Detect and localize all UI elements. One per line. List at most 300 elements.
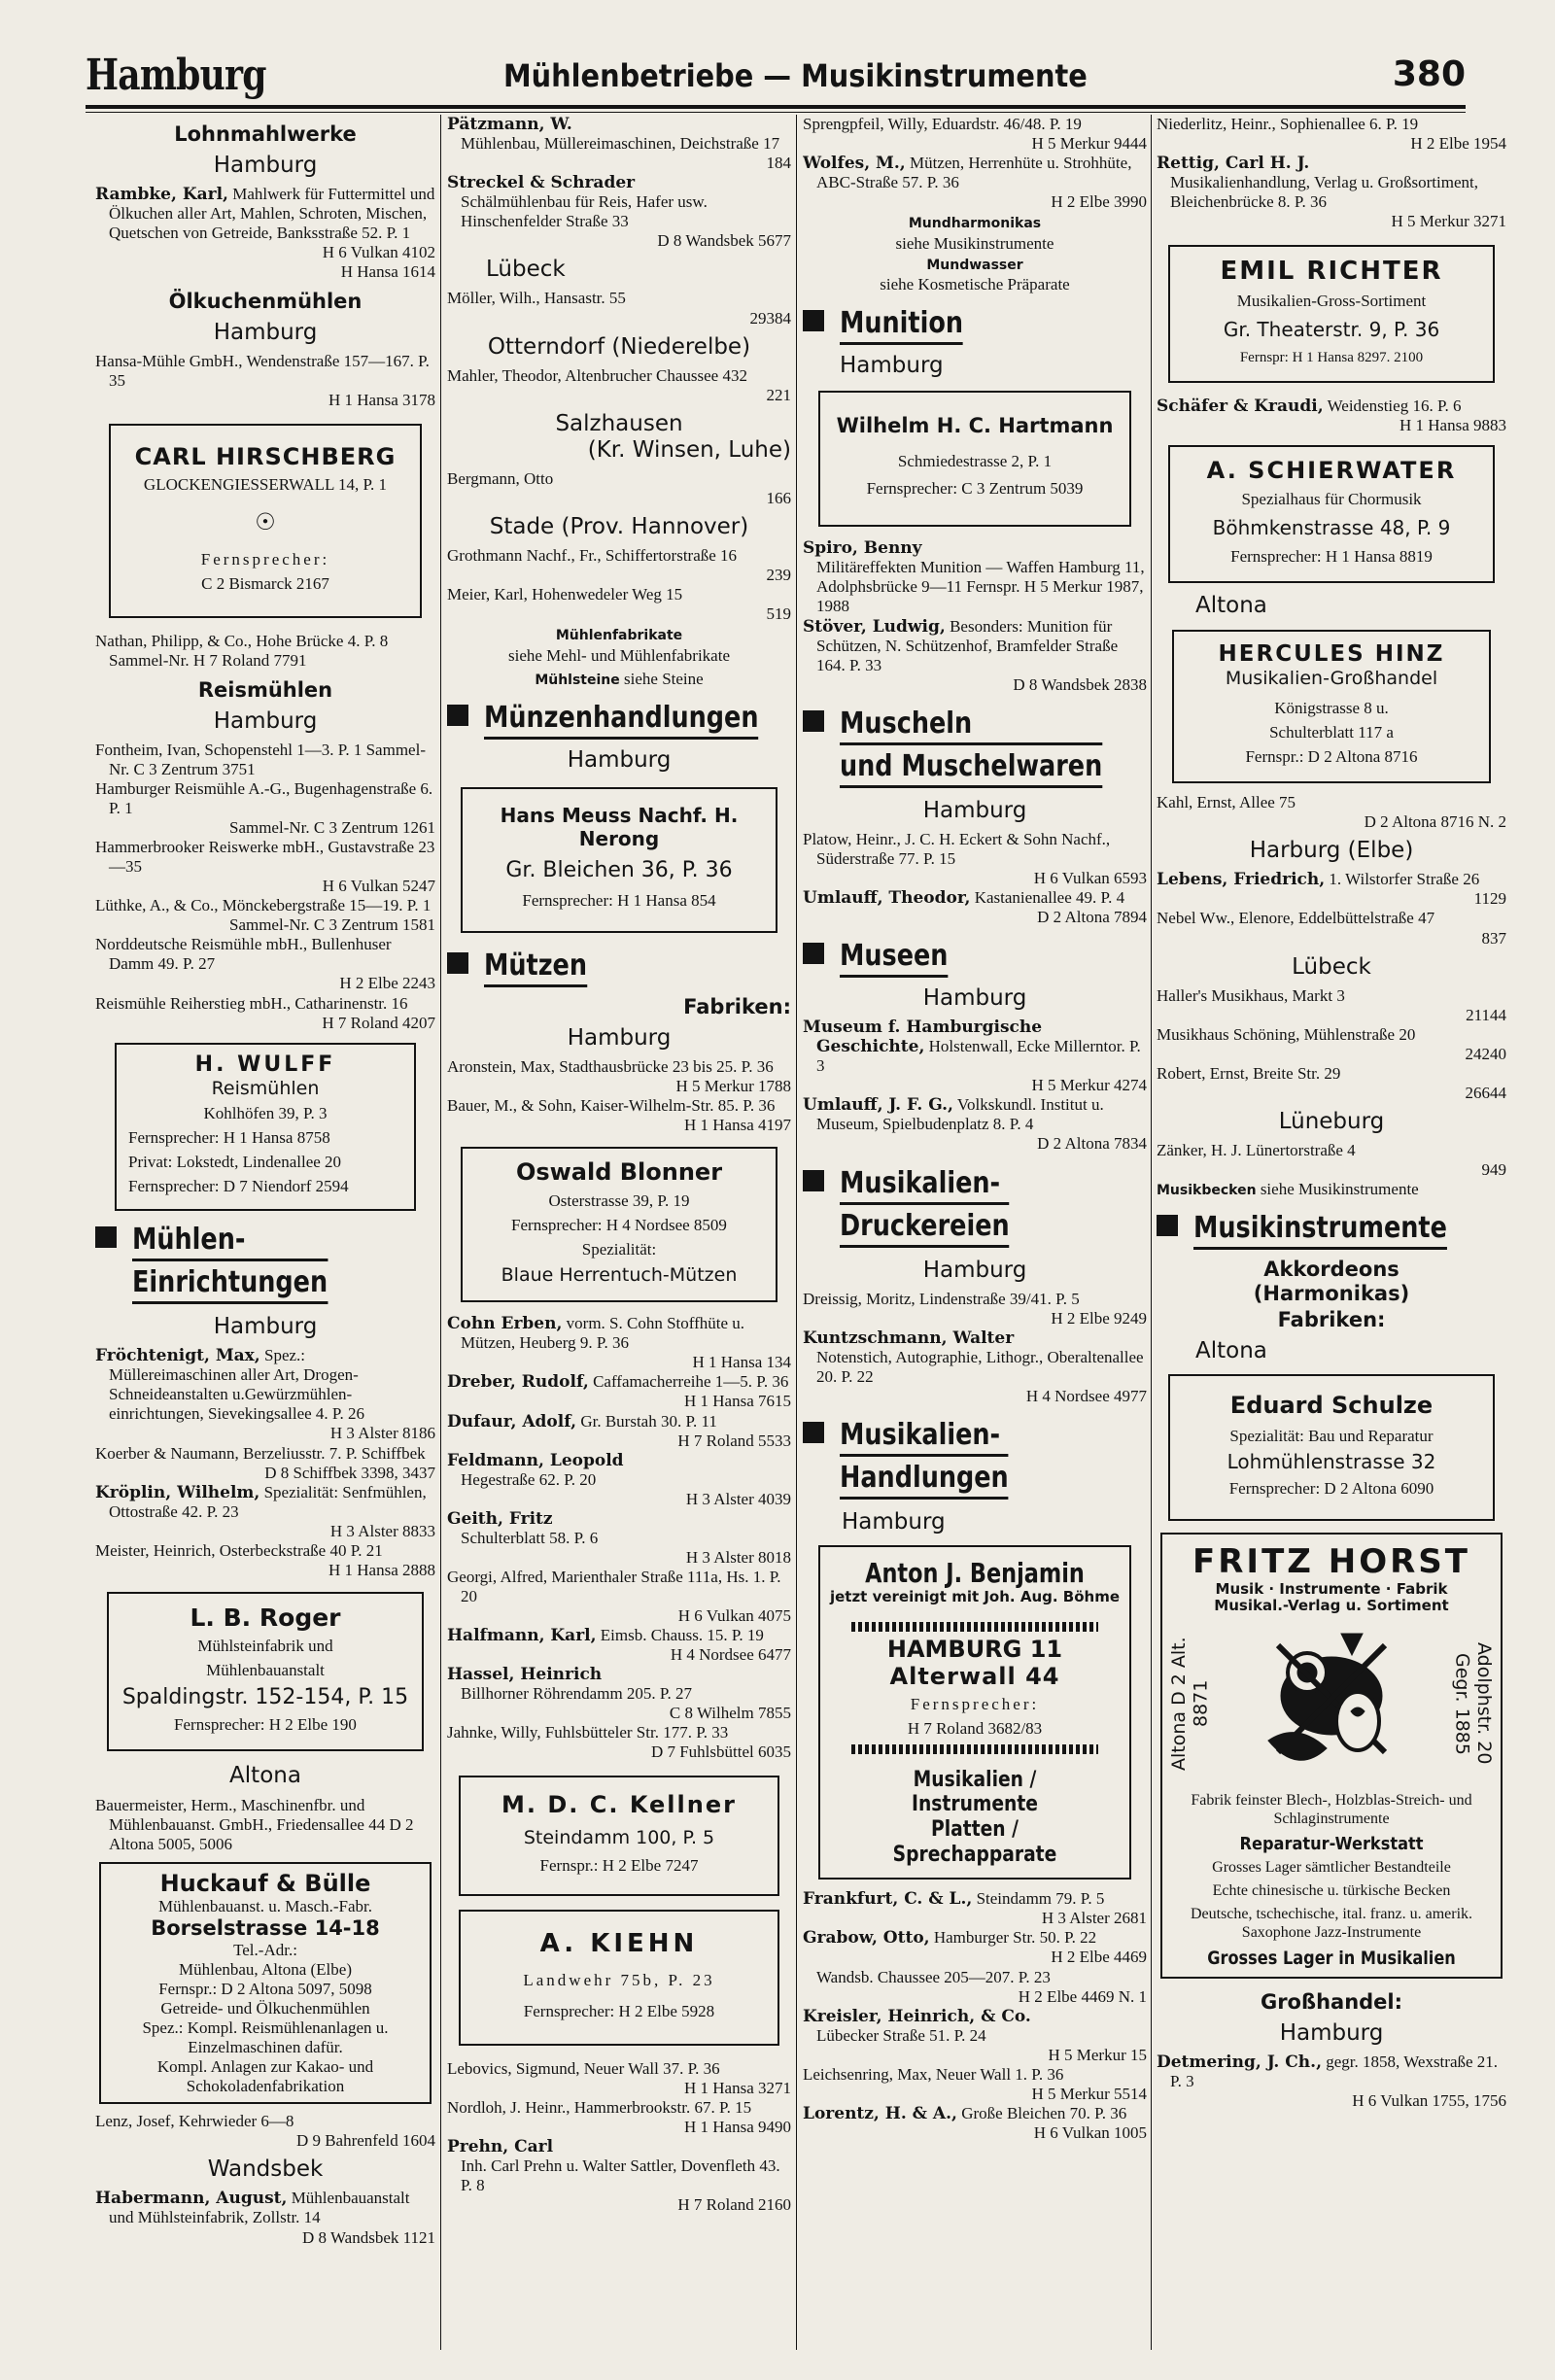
listing-entry [447,546,791,585]
entry-text: Möller, Wilh., Hansastr. 55 [447,289,626,308]
column-divider [440,115,441,2350]
listing-entry [447,469,791,508]
listing-entry [95,1483,435,1541]
listing-entry [447,1412,791,1451]
listing-entry [95,185,435,282]
city-heading: Harburg (Elbe) [1249,838,1414,864]
listing-entry [803,2065,1147,2104]
ad-phone: Fernspr.: D 2 Altona 8716 [1245,747,1418,767]
city-heading: Lübeck [1292,953,1371,980]
entry-name: Wolfes, M., [803,154,906,174]
entry-name: Grabow, Otto, [803,1928,930,1949]
entry-phone: H 6 Vulkan 1005 [1033,2122,1147,2142]
listing-entry [447,2137,791,2215]
ad-private: Privat: Lokstedt, Lindenallee 20 [128,1153,342,1172]
listing-entry [95,741,435,779]
subheading-grosshandel: Großhandel: [1260,1990,1403,2015]
ad-subtitle: Musik · Instrumente · Fabrik [1215,1579,1448,1598]
listing-entry [95,994,435,1033]
see-entry [1157,1180,1506,1199]
see-reference: siehe Musikinstrumente [1256,1180,1419,1199]
page-number: 380 [1392,54,1466,94]
city-heading: Hamburg [213,152,318,178]
city-heading: Hamburg [842,1508,946,1535]
ad-specialty: Spezialität: Bau und Reparatur [1229,1426,1434,1445]
entry-text: Weidenstieg 16. P. 6 [1323,397,1462,416]
entry-phone: 221 [766,385,791,404]
section-square-icon [803,943,824,964]
entry-phone: D 8 Schiffbek 3398, 3437 [264,1463,435,1482]
ad-name: Wilhelm H. C. Hartmann [836,414,1114,438]
entry-text: Mühlenbauanstalt und Mühlsteinfabrik, Zollstr. 14 [109,2189,410,2227]
ad-line: Mühlsteinfabrik und [197,1637,333,1656]
listing-entry [95,1796,435,1854]
ad-phone: Fernsprecher: H 2 Elbe 190 [174,1715,357,1735]
city-heading: Otterndorf (Niederelbe) [487,333,751,360]
section-title: Musikalien- [840,1164,1010,1205]
ad-line: Musikalien / Instrumente [912,1767,1038,1817]
ad-address: Königstrasse 8 u. [1274,699,1389,718]
section-square-icon [803,710,824,732]
entry-text: Mahler, Theodor, Altenbrucher Chaussee 432 [447,365,747,385]
listing-entry [447,1372,791,1411]
listing-entry [447,366,791,405]
column-divider [1151,115,1152,2350]
entry-text: Niederlitz, Heinr., Sophienallee 6. P. 19 [1157,115,1419,133]
entry-phone: H 3 Alster 4039 [685,1489,791,1508]
ad-line: Spez.: Kompl. Reismühlenanlagen u. Einzelmaschinen dafür. [142,2018,389,2057]
ad-address: Borselstrasse 14-18 [151,1916,380,1941]
ad-phone: H 7 Roland 3682/83 [907,1719,1043,1739]
section-title: Mützen [484,947,587,987]
ad-phone: Fernsprecher: H 1 Hansa 8758 [128,1128,330,1148]
section-museen [803,937,1147,978]
listing-entry [803,888,1147,927]
city-heading: Lübeck [486,257,566,283]
entry-phone: H 5 Merkur 4274 [1031,1076,1147,1095]
ad-address: Schulterblatt 117 a [1269,723,1394,742]
listing-entry [803,1328,1147,1406]
entry-name: Dreber, Rudolf, [447,1372,589,1393]
entry-phone: D 7 Fuhlsbüttel 6035 [650,1742,791,1762]
entry-name: Prehn, Carl [447,2137,554,2157]
listing-entry [1157,1064,1506,1103]
entry-text: Grothmann Nachf., Fr., Schiffertorstraße 16 [447,546,738,566]
entry-text: Lebovics, Sigmund, Neuer Wall 37. P. 36 [447,2058,720,2078]
entry-text: Schulterblatt 58. P. 6 [461,1528,599,1547]
ad-address: Steindamm 100, P. 5 [523,1826,715,1848]
ad-name: Hans Meuss Nachf. H. Nerong [500,804,739,850]
ad-address: Böhmkenstrasse 48, P. 9 [1212,515,1451,539]
listing-entry [803,1095,1147,1154]
ad-line: Kompl. Anlagen zur Kakao- und Schokoladenfabrikation [156,2057,374,2096]
ad-phone: Fernsprecher: H 1 Hansa 8819 [1230,547,1433,567]
ad-line: Tel.-Adr.: [233,1940,297,1959]
entry-phone: Sammel-Nr. C 3 Zentrum 1581 [228,915,435,935]
entry-phone: 239 [766,566,791,585]
ad-subtitle: Musikal.-Verlag u. Sortiment [1214,1597,1449,1615]
entry-phone: C 8 Wilhelm 7855 [669,1704,791,1723]
entry-text: Hamburger Str. 50. P. 22 [929,1928,1097,1948]
entry-phone: H 7 Roland 4207 [322,1013,435,1032]
entry-phone: H 4 Nordsee 4977 [1025,1386,1147,1405]
entry-phone: H 1 Hansa 2888 [328,1560,435,1579]
entry-phone: H 3 Alster 2681 [1041,1909,1147,1928]
entry-phone: 837 [1481,928,1506,948]
ad-name: A. SCHIERWATER [1206,457,1457,485]
ad-phone: Fernsprecher: H 2 Elbe 5928 [523,2001,715,2020]
entry-phone: D 2 Altona 8716 N. 2 [1364,812,1506,832]
see-reference: siehe Mehl- und Mühlenfabrikate [507,645,730,665]
entry-text: Meister, Heinrich, Osterbeckstraße 40 P. 21 [95,1540,383,1560]
ad-line: Platten / Sprechapparate [892,1817,1057,1868]
entry-phone: H 1 Hansa 3178 [328,391,435,410]
entry-text: Militäreffekten Munition — Waffen Hamburg 11, Adolphsbrücke 9—11 Fernspr. H 5 Merkur 1987, 1988 [816,558,1145,616]
entry-name: Streckel & Schrader [447,173,636,193]
section-title: Mühlen- [132,1221,328,1261]
entry-name: Detmering, J. Ch., [1157,2052,1322,2072]
city-heading: Hamburg [922,985,1027,1012]
ad-name: Oswald Blonner [515,1158,723,1187]
ad-line: Grosses Lager sämtlicher Bestandteile [1212,1859,1451,1877]
ad-line: Mühlenbauanstalt [206,1661,325,1680]
entry-text: Spezialität: Senfmühlen, Ottostraße 42. P. 23 [109,1482,427,1521]
entry-phone: H 5 Merkur 1788 [675,1077,791,1096]
entry-name: Umlauff, J. F. G., [803,1095,953,1116]
entry-phone: D 8 Wandsbek 2838 [1013,674,1147,694]
ad-phone: Fernsprecher: D 2 Altona 6090 [1228,1478,1434,1498]
column-2 [447,115,791,2350]
subheading-fabriken: Fabriken: [683,995,791,1019]
listing-entry [95,779,435,838]
entry-text: Mahlwerk für Futtermittel und Ölkuchen aller Art, Mahlen, Schroten, Mischen, Quetschen von Getreide, Banksstraße 52. P. 1 [109,184,435,242]
ad-subtitle: Musikalien-Großhandel [1225,667,1438,689]
header-title: Mühlenbetriebe — Musikinstrumente [503,57,1088,94]
city-heading: Hamburg [922,1257,1027,1283]
section-title: und Muschelwaren [840,747,1102,788]
section-title: Druckereien [840,1207,1010,1248]
entry-name: Cohn Erben, [447,1314,563,1334]
entry-text: Musikhaus Schöning, Mühlenstraße 20 [1157,1024,1416,1044]
ad-address: Landwehr 75b, P. 23 [523,1970,715,1989]
listing-entry [95,935,435,993]
entry-text: Holstenwall, Ecke Millerntor. P. 3 [816,1037,1141,1076]
section-title: Musikalien- [840,1416,1009,1457]
entry-name: Halfmann, Karl, [447,1626,597,1646]
entry-text: Billhorner Röhrendamm 205. P. 27 [461,1684,692,1704]
entry-name: Frankfurt, C. & L., [803,1889,973,1910]
ad-eduard-schulze [1168,1374,1495,1521]
ad-address: GLOCKENGIESSERWALL 14, P. 1 [143,475,388,495]
ad-phone-label: Fernsprecher: [200,549,330,569]
entry-text: Platow, Heinr., J. C. H. Eckert & Sohn Nachf., Süderstraße 77. P. 15 [803,829,1111,868]
ad-phone: Fernsprecher: H 4 Nordsee 8509 [511,1215,727,1234]
entry-phone: H 4 Nordsee 6477 [670,1645,791,1665]
listing-entry [803,1290,1147,1328]
listing-entry [447,2098,791,2137]
section-square-icon [447,705,468,726]
listing-entry [1157,870,1506,909]
ad-name: HERCULES HINZ [1218,640,1445,667]
entry-name: Museum f. Hamburgische Geschichte, [803,1018,1043,1057]
section-munition [803,304,1147,345]
listing-entry [95,2112,435,2151]
decorative-border [851,1744,1098,1754]
header-rule [86,105,1466,109]
entry-text: Gr. Burstah 30. P. 11 [576,1411,717,1431]
entry-text: Mühlenbau, Müllereimaschinen, Deichstraße 17 [461,134,780,154]
entry-phone: H Hansa 1614 [340,262,435,282]
entry-name: Lebens, Friedrich, [1157,870,1326,890]
entry-text: Schälmühlenbau für Reis, Hafer usw. Hinschenfelder Straße 33 [461,192,708,231]
entry-name: Habermann, August, [95,2189,288,2209]
ad-emil-richter [1168,245,1495,383]
listing-entry [803,1018,1147,1095]
entry-name: Rambke, Karl, [95,184,228,204]
entry-phone: H 5 Merkur 5514 [1031,2084,1147,2103]
entry-text: Hamburger Reismühle A.-G., Bugenhagenstraße 6. P. 1 [95,779,433,818]
city-heading: Altona [1195,593,1267,619]
section-muetzen [447,947,791,987]
entry-text: Lüthke, A., & Co., Mönckebergstraße 15—19. P. 1 [95,896,432,915]
listing-entry [447,2059,791,2098]
entry-text: Zänker, H. J. Lünertorstraße 4 [1157,1141,1356,1160]
entry-text: gegr. 1858, Wexstraße 21. P. 3 [1170,2052,1499,2090]
see-reference: siehe Steine [619,669,704,688]
ad-oswald-blonner [461,1147,778,1302]
entry-text: Kahl, Ernst, Allee 75 [1157,793,1296,812]
entry-phone: H 1 Hansa 4197 [683,1116,791,1135]
entry-phone: 949 [1481,1160,1506,1180]
entry-phone: H 2 Elbe 2243 [339,974,435,993]
ad-subtitle: Reismühlen [211,1077,320,1099]
entry-phone: H 6 Vulkan 1755, 1756 [1352,2091,1506,2111]
city-heading: Hamburg [213,319,318,345]
circle-dot-icon: ☉ [255,509,276,535]
decorative-border [851,1622,1098,1632]
section-square-icon [803,1422,824,1443]
ad-line: Getreide- und Ölkuchenmühlen [160,1998,370,2018]
city-heading: Salzhausen [555,410,683,436]
entry-text: Sprengpfeil, Willy, Eduardstr. 46/48. P. 19 [803,115,1082,133]
entry-text: Nathan, Philipp, & Co., Hohe Brücke 4. P. 8 Sammel-Nr. H 7 Roland 7791 [95,631,389,670]
entry-phone: 26644 [1465,1083,1506,1102]
entry-text: Mützen, Herrenhüte u. Strohhüte, ABC-Straße 57. P. 36 [816,154,1132,192]
entry-name: Kreisler, Heinrich, & Co. [803,2006,1031,2026]
subheading-harmonikas: (Harmonikas) [1253,1282,1410,1306]
city-heading: Altona [229,1763,301,1789]
entry-phone: H 2 Elbe 9249 [1051,1308,1147,1328]
listing-entry [803,1889,1147,1928]
entry-phone: H 6 Vulkan 6593 [1033,868,1147,887]
entry-phone: H 7 Roland 5533 [677,1431,791,1450]
entry-text: Nordloh, J. Heinr., Hammerbrookstr. 67. P. 15 [447,2097,752,2117]
entry-phone: H 1 Hansa 9883 [1399,416,1506,435]
entry-phone: D 8 Wandsbek 5677 [657,231,791,251]
entry-text: Kastanienallee 49. P. 4 [970,887,1125,907]
entry-phone: H 1 Hansa 3271 [683,2078,791,2097]
ad-specialty-label: Spezialität: [581,1239,657,1259]
entry-phone: H 3 Alster 8186 [329,1424,435,1443]
listing-entry [447,1568,791,1626]
listing-entry [803,2104,1147,2143]
city-heading: Hamburg [213,707,318,734]
see-entry [447,670,791,689]
entry-name: Hassel, Heinrich [447,1665,603,1685]
listing-entry [95,838,435,896]
ad-name: L. B. Roger [190,1603,341,1632]
page-header [86,51,1466,101]
entry-phone: 166 [766,489,791,508]
entry-text: vorm. S. Cohn Stoffhüte u. Mützen, Heuberg 9. P. 36 [461,1314,745,1353]
listing-entry [95,632,435,671]
entry-phone: H 2 Elbe 3990 [1051,192,1147,212]
entry-phone: H 1 Hansa 9490 [683,2118,791,2137]
ad-phone: Fernsprecher: D 7 Niendorf 2594 [128,1177,349,1196]
ad-phone: C 2 Bismarck 2167 [201,573,329,593]
ad-subtitle: Spezialhaus für Chormusik [1241,489,1422,508]
entry-text: Wandsb. Chaussee 205—207. P. 23 [816,1967,1051,1986]
section-title: Museen [840,937,948,978]
entry-text: Bauer, M., & Sohn, Kaiser-Wilhelm-Str. 85. P. 36 [447,1096,776,1116]
listing-entry [803,830,1147,888]
listing-entry [95,352,435,410]
section-square-icon [95,1226,117,1248]
ad-name: Huckauf & Bülle [159,1869,371,1897]
entry-name: Pätzmann, W. [447,115,572,134]
listing-entry [803,617,1147,695]
ad-city: HAMBURG 11 [886,1635,1063,1663]
ad-huckauf-buelle [99,1862,432,2105]
see-heading: Mundwasser [926,257,1023,273]
entry-text: Meier, Karl, Hohenwedeler Weg 15 [447,585,683,604]
ad-a-schierwater [1168,445,1495,583]
ad-anton-benjamin [818,1545,1131,1880]
ad-subtitle: Musikalien-Gross-Sortiment [1236,291,1427,310]
entry-phone: H 3 Alster 8833 [329,1521,435,1540]
listing-entry [1157,154,1506,231]
listing-entry [447,289,791,328]
ad-fritz-horst [1160,1533,1503,1979]
entry-text: Dreissig, Moritz, Lindenstraße 39/41. P. 5 [803,1289,1080,1308]
ad-side-text: Altona D 2 Alt. 8871 [1168,1637,1212,1771]
ad-hans-meuss [461,787,778,933]
entry-text: Lenz, Josef, Kehrwieder 6—8 [95,2112,294,2131]
heading-lohnmahlwerke: Lohnmahlwerke [174,122,357,146]
listing-entry [447,1723,791,1762]
city-heading: Hamburg [840,353,944,379]
entry-name: Lorentz, H. & A., [803,2103,957,2123]
section-square-icon [1157,1215,1178,1236]
entry-text: Haller's Musikhaus, Markt 3 [1157,985,1345,1005]
listing-entry [447,1314,791,1372]
entry-text: Große Bleichen 70. P. 36 [956,2103,1127,2122]
section-square-icon [803,310,824,331]
city-heading: Hamburg [567,747,672,774]
ad-name: M. D. C. Kellner [501,1791,737,1819]
listing-entry [447,1665,791,1723]
entry-name: Umlauff, Theodor, [803,887,971,908]
entry-phone: H 2 Elbe 4469 N. 1 [1018,1986,1147,2006]
entry-phone: 1129 [1473,889,1506,909]
entry-phone: 21144 [1466,1005,1506,1024]
entry-text: Notenstich, Autographie, Lithogr., Oberaltenallee 20. P. 22 [816,1347,1144,1386]
listing-entry [447,585,791,624]
column-4 [1157,115,1506,2350]
listing-entry [1157,1141,1506,1180]
header-rule-thin [86,112,1466,113]
ad-line: Mühlenbau, Altona (Elbe) [179,1959,352,1979]
ad-phone-label: Fernsprecher: [910,1695,1040,1714]
see-heading: Musikbecken [1157,1183,1257,1199]
entry-text: Jahnke, Willy, Fuhlsbütteler Str. 177. P. 33 [447,1723,729,1742]
entry-phone: H 7 Roland 2160 [677,2195,791,2215]
entry-phone: H 1 Hansa 134 [692,1353,791,1372]
ad-h-wulff [115,1043,416,1212]
city-heading: Stade (Prov. Hannover) [489,514,749,540]
entry-name: Schäfer & Kraudi, [1157,397,1324,417]
see-reference: siehe Kosmetische Präparate [880,275,1070,294]
listing-entry [1157,397,1506,435]
ad-name: Anton J. Benjamin [865,1557,1085,1590]
section-title: Handlungen [840,1459,1009,1500]
column-divider [796,115,797,2350]
entry-text: Aronstein, Max, Stadthausbrücke 23 bis 25. P. 36 [447,1057,774,1077]
entry-text: Bergmann, Otto [447,469,554,489]
city-heading: Hamburg [922,797,1027,823]
listing-entry [1157,986,1506,1025]
entry-text: Eimsb. Chauss. 15. P. 19 [596,1626,764,1645]
entry-name: Kröplin, Wilhelm, [95,1482,260,1502]
section-musikalien-handlungen [803,1416,1147,1501]
heading-reismuehlen: Reismühlen [197,678,333,703]
entry-phone: H 1 Hansa 7615 [683,1392,791,1411]
entry-phone: H 6 Vulkan 5247 [322,877,435,896]
entry-phone: 519 [766,604,791,624]
city-heading: Altona [1195,1337,1267,1363]
listing-entry [447,115,791,173]
column-3 [803,115,1147,2350]
entry-name: Stöver, Ludwig, [803,616,946,637]
entry-phone: 184 [766,154,791,173]
entry-text: Nebel Ww., Elenore, Eddelbüttelstraße 47 [1157,909,1435,928]
ad-wilhelm-hartmann [818,391,1131,527]
listing-entry [803,1928,1147,2006]
city-heading: Lüneburg [1278,1108,1385,1134]
ad-address: Lohmühlenstrasse 32 [1227,1450,1436,1474]
section-muehlen-einrichtungen [95,1221,435,1306]
section-square-icon [803,1170,824,1191]
entry-phone: D 2 Altona 7894 [1037,908,1147,927]
listing-entry [1157,1025,1506,1064]
listing-entry [447,1626,791,1665]
ad-phone: Fernspr.: H 2 Elbe 7247 [539,1856,699,1876]
column-1 [95,115,435,2350]
entry-text: Besonders: Munition für Schützen, N. Schützenhof, Bramfelder Straße 164. P. 33 [816,616,1119,674]
ad-phone: Fernsprecher: H 1 Hansa 854 [522,891,716,911]
ad-line: Reparatur-Werkstatt [1239,1833,1424,1854]
entry-text: Fontheim, Ivan, Schopenstehl 1—3. P. 1 Sammel-Nr. C 3 Zentrum 3751 [95,740,426,778]
listing-entry [95,1541,435,1580]
entry-phone: D 9 Bahrenfeld 1604 [295,2131,435,2151]
ad-side-text: Adolphstr. 20 Gegr. 1885 [1451,1642,1495,1765]
listing-entry [803,115,1147,154]
subheading-fabriken: Fabriken: [1277,1307,1386,1331]
ad-lb-roger [107,1592,424,1752]
entry-text: Inh. Carl Prehn u. Walter Sattler, Dovenfleth 43. P. 8 [461,2156,780,2195]
city-heading: Hamburg [213,1314,318,1340]
city-heading: (Kr. Winsen, Luhe) [587,436,791,463]
